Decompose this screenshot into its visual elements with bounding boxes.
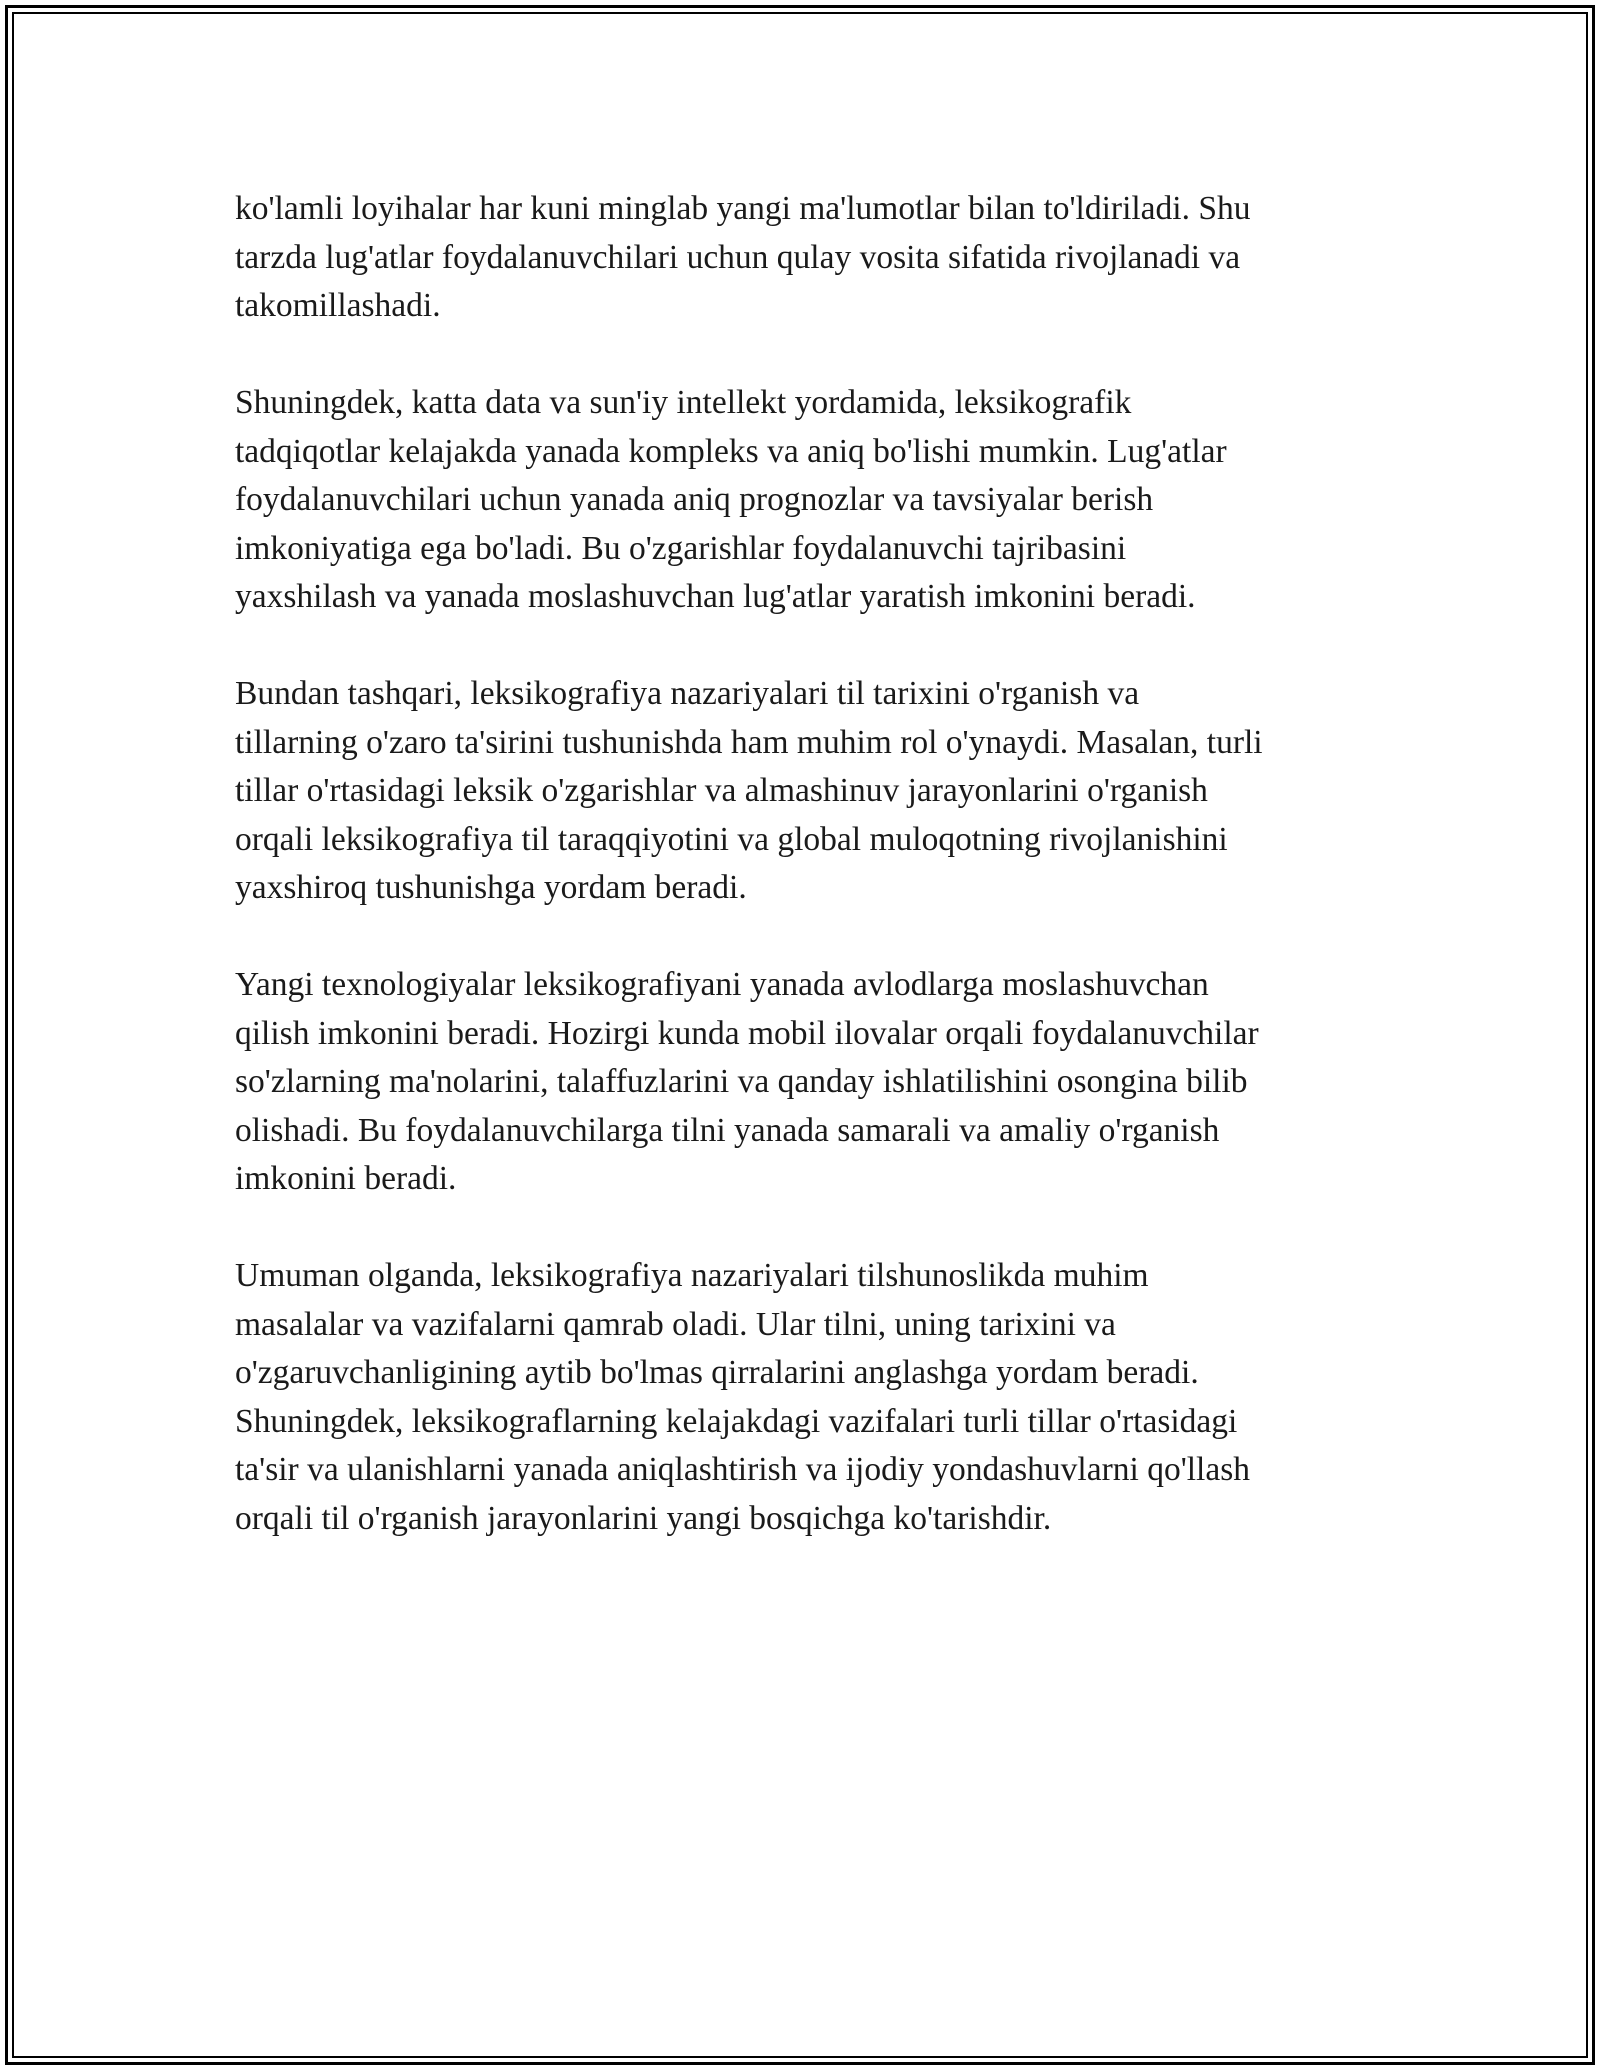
text-line: Shuningdek, katta data va sun'iy intellekt yordamida, leksikografik xyxy=(235,384,1132,421)
text-line: Bundan tashqari, leksikografiya nazariyalari til tarixini o'rganish va xyxy=(235,675,1140,712)
text-line: ko'lamli loyihalar har kuni minglab yangi ma'lumotlar bilan to'ldiriladi. Shu xyxy=(235,190,1251,227)
text-line: so'zlarning ma'nolarini, talaffuzlarini va qanday ishlatilishini osongina bilib xyxy=(235,1063,1248,1100)
paragraph-5 xyxy=(235,1252,1370,1543)
text-line: imkoniyatiga ega bo'ladi. Bu o'zgarishlar foydalanuvchi tajribasini xyxy=(235,529,1127,567)
text-line: masalalar va vazifalarni qamrab oladi. Ular tilni, uning tarixini va xyxy=(235,1305,1116,1343)
text-line: takomillashadi. xyxy=(235,287,441,324)
text-line: Umuman olganda, leksikografiya nazariyalari tilshunoslikda muhim xyxy=(235,1257,1149,1294)
text-line: orqali leksikografiya til taraqqiyotini va global muloqotning rivojlanishini xyxy=(235,820,1228,858)
paragraph-3 xyxy=(235,670,1370,913)
text-line: tillarning o'zaro ta'sirini tushunishda ham muhim rol o'ynaydi. Masalan, turli xyxy=(235,723,1263,761)
text-line: o'zgaruvchanligining aytib bo'lmas qirralarini anglashga yordam beradi. xyxy=(235,1354,1199,1391)
text-line: foydalanuvchilari uchun yanada aniq prognozlar va tavsiyalar berish xyxy=(235,481,1154,518)
text-line: ta'sir va ulanishlarni yanada aniqlashtirish va ijodiy yondashuvlarni qo'llash xyxy=(235,1451,1250,1488)
text-line: Yangi texnologiyalar leksikografiyani yanada avlodlarga moslashuvchan xyxy=(235,966,1209,1003)
paragraph-4 xyxy=(235,961,1370,1204)
text-line: Shuningdek, leksikograflarning kelajakdagi vazifalari turli tillar o'rtasidagi xyxy=(235,1402,1238,1440)
text-line: yaxshilash va yanada moslashuvchan lug'atlar yaratish imkonini beradi. xyxy=(235,578,1196,615)
text-line: tarzda lug'atlar foydalanuvchilari uchun qulay vosita sifatida rivojlanadi va xyxy=(235,238,1241,276)
paragraph-2 xyxy=(235,379,1370,622)
text-line: tillar o'rtasidagi leksik o'zgarishlar va almashinuv jarayonlarini o'rganish xyxy=(235,772,1208,809)
text-line: olishadi. Bu foydalanuvchilarga tilni yanada samarali va amaliy o'rganish xyxy=(235,1111,1220,1149)
text-line: orqali til o'rganish jarayonlarini yangi bosqichga ko'tarishdir. xyxy=(235,1499,1052,1537)
text-line: imkonini beradi. xyxy=(235,1160,457,1197)
document-body xyxy=(235,185,1370,1592)
text-line: yaxshiroq tushunishga yordam beradi. xyxy=(235,869,747,906)
text-line: tadqiqotlar kelajakda yanada kompleks va aniq bo'lishi mumkin. Lug'atlar xyxy=(235,432,1227,470)
text-line: qilish imkonini beradi. Hozirgi kunda mobil ilovalar orqali foydalanuvchilar xyxy=(235,1014,1259,1052)
paragraph-1 xyxy=(235,185,1370,331)
